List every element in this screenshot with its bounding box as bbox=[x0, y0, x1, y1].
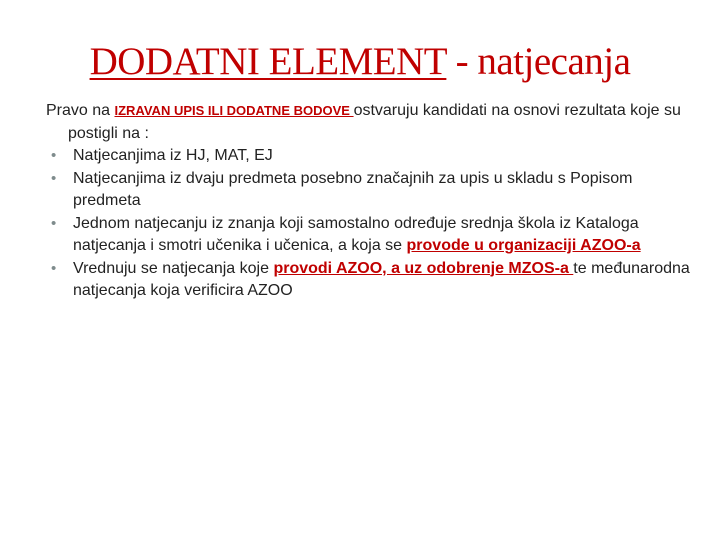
bullet-suffix: te međunarodna natjecanja koja verificira AZOO bbox=[73, 259, 690, 299]
list-item bbox=[46, 168, 696, 213]
intro-emphasis: IZRAVAN UPIS ILI DODATNE BODOVE bbox=[114, 103, 354, 118]
bullet-text: Vrednuju se natjecanja koje bbox=[73, 259, 274, 277]
list-item bbox=[46, 145, 696, 168]
bullet-text: Jednom natjecanju iz znanja koji samostalno određuje srednja škola iz Kataloga natjecanja i smotri učenika i učenica, a koja se bbox=[73, 214, 639, 254]
bullet-dot-icon: • bbox=[51, 147, 57, 164]
title-rest: - natjecanja bbox=[446, 40, 631, 83]
intro-suffix: ostvaruju kandidati na osnovi rezultata koje su postigli na : bbox=[68, 102, 681, 142]
title-main: DODATNI ELEMENT bbox=[89, 40, 447, 83]
bullet-emphasis: provodi AZOO, a uz odobrenje MZOS-a bbox=[273, 259, 574, 277]
intro-prefix: Pravo na bbox=[46, 102, 115, 119]
intro-paragraph bbox=[46, 100, 696, 145]
slide-body bbox=[46, 100, 696, 303]
bullet-emphasis: provode u organizaciji AZOO-a bbox=[406, 237, 641, 254]
bullet-text: Natjecanjima iz HJ, MAT, EJ bbox=[73, 147, 273, 164]
list-item bbox=[46, 258, 696, 303]
bullet-text: Natjecanjima iz dvaju predmeta posebno značajnih za upis u skladu s Popisom predmeta bbox=[73, 169, 633, 209]
bullet-list bbox=[46, 145, 696, 303]
list-item bbox=[46, 213, 696, 258]
slide-title bbox=[0, 42, 720, 81]
bullet-dot-icon: • bbox=[51, 259, 57, 277]
bullet-dot-icon: • bbox=[51, 214, 57, 232]
bullet-dot-icon: • bbox=[51, 169, 57, 187]
